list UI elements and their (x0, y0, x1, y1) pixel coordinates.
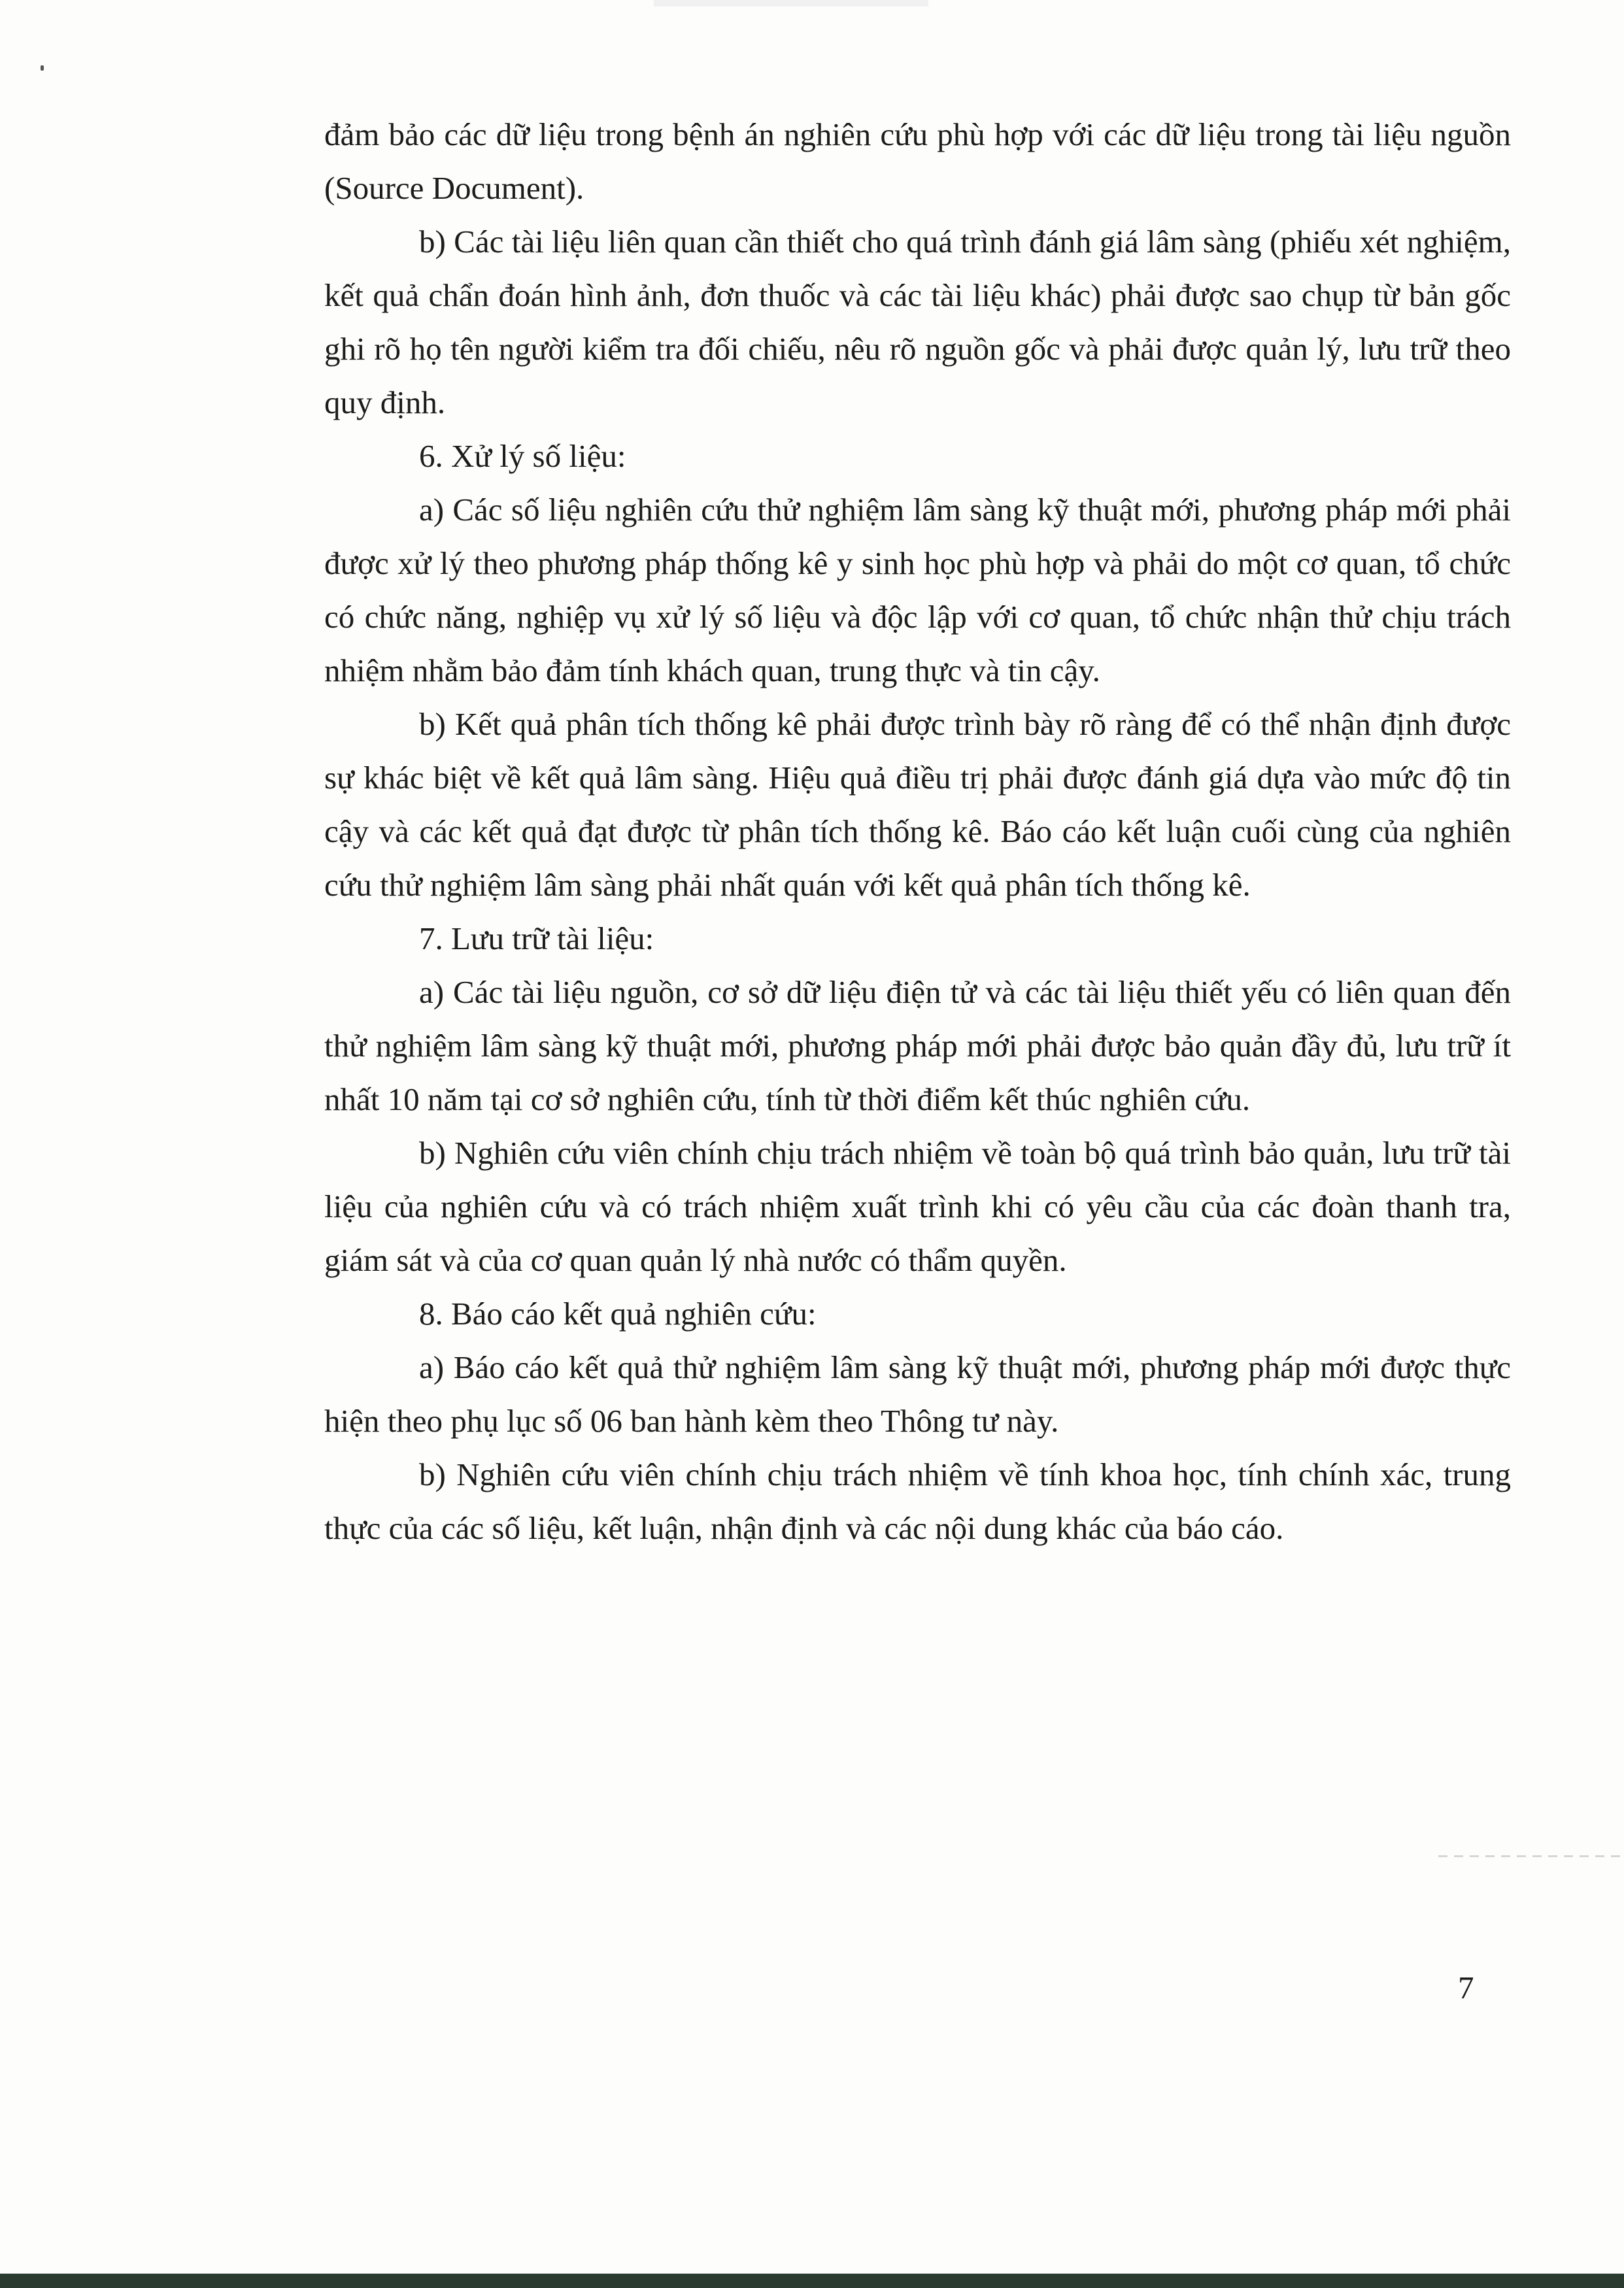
heading-section-7: 7. Lưu trữ tài liệu: (419, 920, 654, 956)
paragraph-8a: a) Báo cáo kết quả thử nghiệm lâm sàng kỹ thuật mới, phương pháp mới được thực hiện theo phụ lục số 06 ban hành kèm theo Thông tư này. (324, 1349, 1511, 1439)
scan-artifact-top (654, 0, 928, 7)
document-body (324, 108, 1511, 1555)
paragraph-7a: a) Các tài liệu nguồn, cơ sở dữ liệu điện tử và các tài liệu thiết yếu có liên quan đến thử nghiệm lâm sàng kỹ thuật mới, phương pháp mới phải được bảo quản đầy đủ, lưu trữ ít nhất 10 năm tại cơ sở nghiên cứu, tính từ thời điểm kết thúc nghiên cứu. (324, 974, 1511, 1117)
paragraph-6b: b) Kết quả phân tích thống kê phải được trình bày rõ ràng để có thể nhận định được sự khác biệt về kết quả lâm sàng. Hiệu quả điều trị phải được đánh giá dựa vào mức độ tin cậy và các kết quả đạt được từ phân tích thống kê. Báo cáo kết luận cuối cùng của nghiên cứu thử nghiệm lâm sàng phải nhất quán với kết quả phân tích thống kê. (324, 706, 1511, 903)
scan-artifact-dashes (1438, 1855, 1624, 1857)
scan-bottom-edge (0, 2274, 1624, 2288)
paragraph-7b: b) Nghiên cứu viên chính chịu trách nhiệm về toàn bộ quá trình bảo quản, lưu trữ tài liệu của nghiên cứu và có trách nhiệm xuất trình khi có yêu cầu của các đoàn thanh tra, giám sát và của cơ quan quản lý nhà nước có thẩm quyền. (324, 1135, 1511, 1278)
paragraph-continuation: đảm bảo các dữ liệu trong bệnh án nghiên cứu phù hợp với các dữ liệu trong tài liệu nguồn (Source Document). (324, 116, 1511, 206)
heading-section-6: 6. Xử lý số liệu: (419, 438, 626, 474)
paragraph-6a: a) Các số liệu nghiên cứu thử nghiệm lâm sàng kỹ thuật mới, phương pháp mới phải được xử lý theo phương pháp thống kê y sinh học phù hợp và phải do một cơ quan, tổ chức có chức năng, nghiệp vụ xử lý số liệu và độc lập với cơ quan, tổ chức nhận thử chịu trách nhiệm nhằm bảo đảm tính khách quan, trung thực và tin cậy. (324, 492, 1511, 688)
paragraph-5b: b) Các tài liệu liên quan cần thiết cho quá trình đánh giá lâm sàng (phiếu xét nghiệm, kết quả chẩn đoán hình ảnh, đơn thuốc và các tài liệu khác) phải được sao chụp từ bản gốc ghi rõ họ tên người kiểm tra đối chiếu, nêu rõ nguồn gốc và phải được quản lý, lưu trữ theo quy định. (324, 224, 1511, 420)
paragraph-8b: b) Nghiên cứu viên chính chịu trách nhiệm về tính khoa học, tính chính xác, trung thực của các số liệu, kết luận, nhận định và các nội dung khác của báo cáo. (324, 1456, 1511, 1546)
page-number: 7 (1458, 1970, 1474, 2006)
scan-speck (41, 65, 44, 71)
heading-section-8: 8. Báo cáo kết quả nghiên cứu: (419, 1296, 817, 1332)
